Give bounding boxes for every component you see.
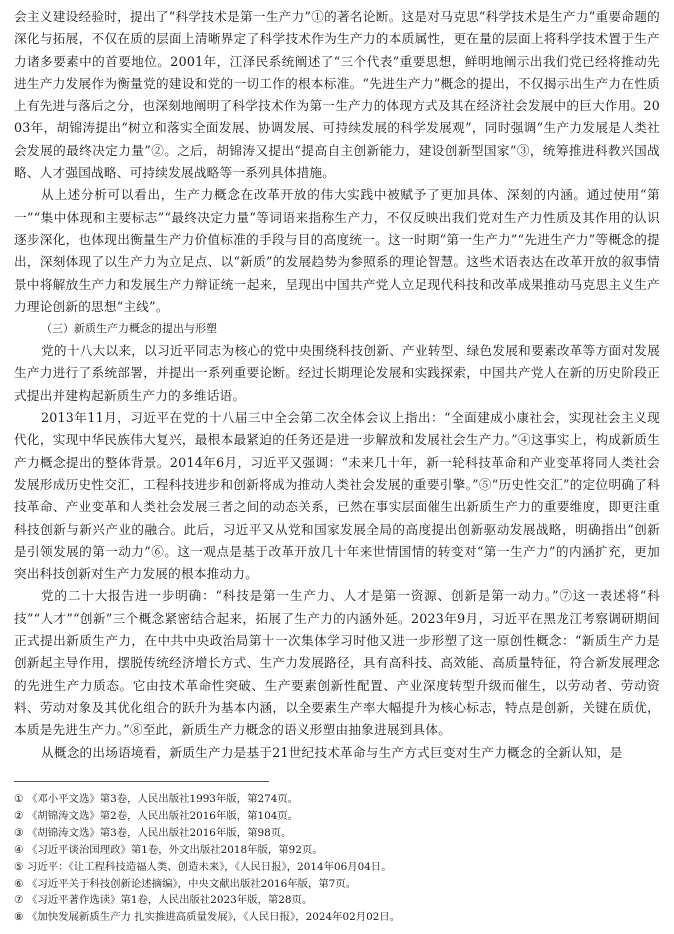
footnote	[14, 909, 660, 926]
paragraph-continued: 会主义建设经验时，提出了“科学技术是第一生产力”①的著名论断。这是对马克思“科学技术是生产力”重要命题的深化与拓展，不仅在质的层面上清晰界定了科学技术作为生产力的本质属性，更在量的层面上将科学技术置于生产力诸多要素中的首要地位。2001年，江泽民系统阐述了“三个代表”重要思想，鲜明地阐示出我们党已经将推动先进生产力发展作为衡量党的建设和党的一切工作的根本标准。“先进生产力”概念的提出，不仅揭示出生产力在性质上有先进与落后之分，也深刻地阐明了科学技术作为第一生产力的体现方式及其在经济社会发展中的巨大作用。2003年，胡锦涛提出“树立和落实全面发展、协调发展、可持续发展的科学发展观”，同时强调“生产力发展是人类社会发展的最终决定力量”②。之后，胡锦涛又提出“提高自主创新能力，建设创新型国家”③，统筹推进科教兴国战略、人才强国战略、可持续发展战略等一系列具体措施。	[14, 9, 660, 181]
footnotes	[14, 791, 660, 926]
paragraph: 2013年11月，习近平在党的十八届三中全会第二次全体会议上指出：“全面建成小康社会，实现社会主义现代化，实现中华民族伟大复兴，最根本最紧迫的任务还是进一步解放和发展社会生产力。”④这事实上，构成新质生产力概念提出的整体背景。2014年6月，习近平又强调：“未来几十年，新一轮科技革命和产业变革将同人类社会发展形成历史性交汇，工程科技进步和创新将成为推动人类社会发展的重要引擎。”⑤“历史性交汇”的定位明确了科技革命、产业变革和人类社会发展三者之间的动态关系，已然在事实层面催生出新质生产力的重要维度，即更注重科技创新与新兴产业的融合。此后，习近平又从党和国家发展全局的高度提出创新驱动发展战略，明确指出“创新是引领发展的第一动力”⑥。这一观点是基于改革开放几十年来世情国情的转变对“第一生产力”的内涵扩充，更加突出科技创新对生产力发展的根本推动力。	[14, 410, 660, 582]
footnote-marker: ⑤	[14, 860, 24, 873]
footnote	[14, 892, 660, 909]
body-text	[14, 6, 660, 764]
paragraph: 党的十八大以来，以习近平同志为核心的党中央围绕科技创新、产业转型、绿色发展和要素改革等方面对发展生产力进行了系统部署，并提出一系列重要论断。经过长期理论发展和实践探索，中国共产党人在新的历史阶段正式提出并建构起新质生产力的多维话语。	[14, 343, 660, 403]
footnote-text: 习近平：《让工程科技造福人类、创造未来》，《人民日报》，2014年06月04日。	[27, 860, 392, 873]
footnote-marker: ③	[14, 826, 24, 839]
footnote-text: 《习近平关于科技创新论述摘编》，中央文献出版社2016年版，第7页。	[27, 877, 357, 890]
footnote	[14, 825, 660, 842]
paragraph: 从上述分析可以看出，生产力概念在改革开放的伟大实践中被赋予了更加具体、深刻的内涵。通过使用“第一”“集中体现和主要标志”“最终决定力量”等词语来指称生产力，不仅反映出我们党对生产力性质及其作用的认识逐步深化，也体现出衡量生产力价值标准的手段与目的高度统一。这一时期“第一生产力”“先进生产力”等概念的提出，深刻体现了以生产力为立足点、以“新质”的发展趋势为参照系的理论智慧。这些术语表达在改革开放的叙事情景中将解放生产力和发展生产力辩证统一起来，呈现出中国共产党人立足现代科技和改革成果推动马克思主义生产力理论创新的思想“主线”。	[14, 187, 660, 314]
paragraph: 从概念的出场语境看，新质生产力是基于21世纪技术革命与生产方式巨变对生产力概念的全新认知，是	[41, 744, 623, 760]
footnote-text: 《邓小平文选》第3卷，人民出版社1993年版，第274页。	[27, 793, 299, 805]
footnote-text: 《加快发展新质生产力 扎实推进高质量发展》，《人民日报》，2024年02月02日。	[27, 911, 401, 924]
footnote-marker: ④	[14, 843, 24, 856]
footnote-divider	[14, 781, 269, 782]
footnote-text: 《习近平谈治国理政》第1卷，外文出版社2018年版，第92页。	[27, 843, 323, 856]
footnote	[14, 859, 660, 876]
footnote-marker: ⑦	[14, 894, 24, 907]
footnote	[14, 808, 660, 825]
footnote	[14, 876, 660, 893]
footnote	[14, 791, 660, 808]
footnote-marker: ②	[14, 809, 24, 822]
footnote-text: 《胡锦涛文选》第2卷，人民出版社2016年版，第104页。	[27, 809, 299, 822]
footnote-marker: ⑧	[14, 911, 24, 924]
paragraph: 党的二十大报告进一步明确：“科技是第一生产力、人才是第一资源、创新是第一动力。”⑦这一表述将“科技”“人才”“创新”三个概念紧密结合起来，拓展了生产力的内涵外延。2023年9月，习近平在黑龙江考察调研期间正式提出新质生产力，在中共中央政治局第十一次集体学习时他又进一步形塑了这一原创性概念：“新质生产力是创新起主导作用，摆脱传统经济增长方式、生产力发展路径，具有高科技、高效能、高质量特征，符合新发展理念的先进生产力质态。它由技术革命性突破、生产要素创新性配置、产业深度转型升级而催生，以劳动者、劳动资料、劳动对象及其优化组合的跃升为基本内涵，以全要素生产率大幅提升为核心标志，特点是创新，关键在质优，本质是先进生产力。”⑧至此，新质生产力概念的语义形塑由抽象进展到具体。	[14, 588, 660, 738]
footnote-text: 《习近平著作选读》第1卷，人民出版社2023年版，第28页。	[27, 894, 313, 907]
section-subheading: （三）新质生产力概念的提出与形塑	[41, 322, 217, 336]
footnote-text: 《胡锦涛文选》第3卷，人民出版社2016年版，第98页。	[27, 826, 292, 839]
footnote-marker: ①	[14, 793, 24, 805]
footnote-marker: ⑥	[14, 877, 24, 890]
footnote	[14, 842, 660, 859]
